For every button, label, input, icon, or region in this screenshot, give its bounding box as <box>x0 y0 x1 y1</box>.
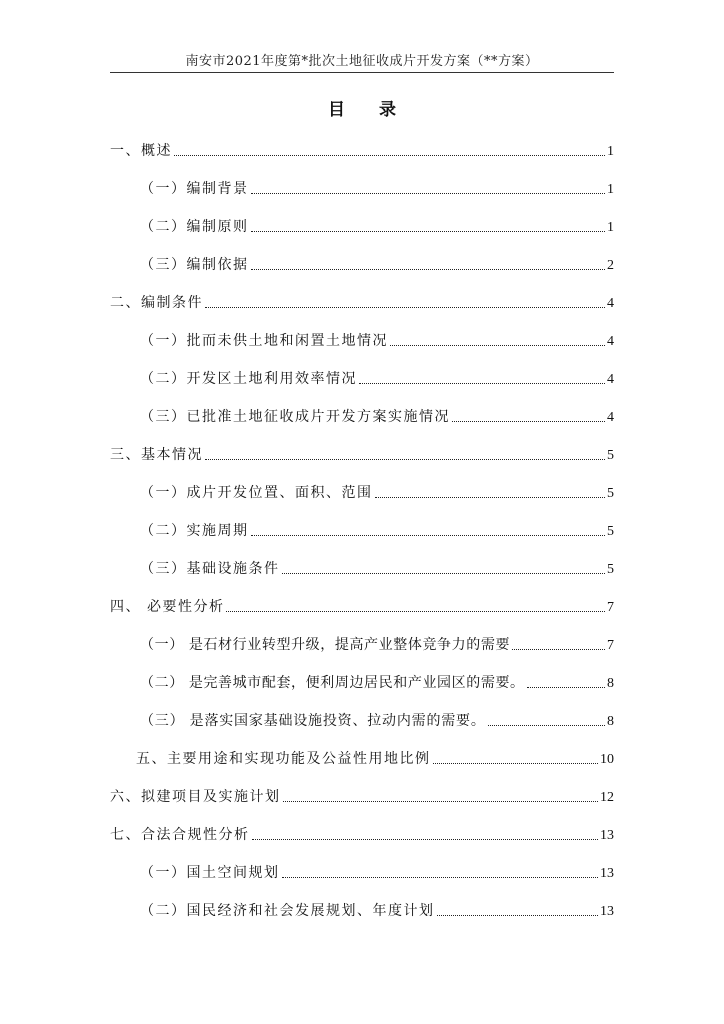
toc-entry-label: 五、主要用途和实现功能及公益性用地比例 <box>136 751 431 767</box>
toc-leader-dots <box>488 725 605 726</box>
toc-entry-label: （三）基础设施条件 <box>140 561 280 577</box>
toc-page-number: 7 <box>607 600 614 615</box>
toc-page-number: 5 <box>607 448 614 463</box>
toc-entry[interactable] <box>140 706 614 730</box>
toc-page-number: 12 <box>600 790 614 805</box>
toc-entry[interactable] <box>110 288 614 312</box>
toc-leader-dots <box>205 459 605 460</box>
toc-page-number: 5 <box>607 486 614 501</box>
toc-entry[interactable] <box>140 516 614 540</box>
toc-page-number: 8 <box>607 676 614 691</box>
toc-entry[interactable] <box>110 440 614 464</box>
toc-leader-dots <box>283 801 599 802</box>
toc-page-number: 10 <box>600 752 614 767</box>
toc-entry[interactable] <box>140 896 614 920</box>
toc-entry-label: （二） 是完善城市配套，便利周边居民和产业园区的需要。 <box>140 675 525 691</box>
toc-entry[interactable] <box>136 744 614 768</box>
toc-leader-dots <box>452 421 605 422</box>
toc-entry-label: 二、编制条件 <box>110 295 203 311</box>
toc-title: 目 录 <box>328 100 410 120</box>
toc-page-number: 13 <box>600 866 614 881</box>
toc-leader-dots <box>251 231 606 232</box>
toc-entry-label: （二）开发区土地利用效率情况 <box>140 371 357 387</box>
toc-leader-dots <box>205 307 605 308</box>
toc-leader-dots <box>251 193 606 194</box>
toc-leader-dots <box>390 345 605 346</box>
toc-page-number: 4 <box>607 296 614 311</box>
toc-entry[interactable] <box>110 782 614 806</box>
toc-page-number: 4 <box>607 372 614 387</box>
toc-entry-label: （三）已批准土地征收成片开发方案实施情况 <box>140 409 450 425</box>
toc-entry-label: （一） 是石材行业转型升级，提高产业整体竞争力的需要 <box>140 637 511 653</box>
toc-entry[interactable] <box>140 630 614 654</box>
toc-leader-dots <box>512 649 605 650</box>
toc-entry[interactable] <box>140 858 614 882</box>
toc-page-number: 1 <box>607 220 614 235</box>
toc-page-number: 13 <box>600 828 614 843</box>
toc-leader-dots <box>174 155 605 156</box>
toc-entry[interactable] <box>110 136 614 160</box>
toc-page-number: 5 <box>607 524 614 539</box>
toc-leader-dots <box>251 269 606 270</box>
toc-page-number: 8 <box>607 714 614 729</box>
toc-entry[interactable] <box>140 668 614 692</box>
toc-entry[interactable] <box>110 592 614 616</box>
toc-entry-label: （一）批而未供土地和闲置土地情况 <box>140 333 388 349</box>
toc-leader-dots <box>375 497 606 498</box>
header-rule <box>110 72 614 73</box>
toc-entry-label: 七、合法合规性分析 <box>110 827 250 843</box>
toc-entry[interactable] <box>110 820 614 844</box>
toc-entry-label: （一）成片开发位置、面积、范围 <box>140 485 373 501</box>
toc-leader-dots <box>282 573 606 574</box>
toc-leader-dots <box>433 763 599 764</box>
toc-entry-label: 三、基本情况 <box>110 447 203 463</box>
toc-entry-label: （三） 是落实国家基础设施投资、拉动内需的需要。 <box>140 713 486 729</box>
toc-entry[interactable] <box>140 174 614 198</box>
toc-leader-dots <box>251 535 606 536</box>
toc-page-number: 1 <box>607 144 614 159</box>
toc-page-number: 7 <box>607 638 614 653</box>
toc-entry[interactable] <box>140 250 614 274</box>
toc-entry-label: （二）编制原则 <box>140 219 249 235</box>
toc-entry-label: 六、拟建项目及实施计划 <box>110 789 281 805</box>
toc-entry-label: （一）国土空间规划 <box>140 865 280 881</box>
toc-entry[interactable] <box>140 326 614 350</box>
toc-leader-dots <box>359 383 605 384</box>
toc-page-number: 1 <box>607 182 614 197</box>
toc-entry[interactable] <box>140 478 614 502</box>
toc-leader-dots <box>252 839 599 840</box>
toc-page-number: 4 <box>607 410 614 425</box>
toc-entry[interactable] <box>140 212 614 236</box>
toc-page-number: 5 <box>607 562 614 577</box>
toc-entry-label: （三）编制依据 <box>140 257 249 273</box>
toc-entry-label: （二）实施周期 <box>140 523 249 539</box>
toc-page-number: 4 <box>607 334 614 349</box>
toc-page-number: 13 <box>600 904 614 919</box>
toc-page-number: 2 <box>607 258 614 273</box>
toc-entry-label: 一、概述 <box>110 143 172 159</box>
toc-leader-dots <box>437 915 599 916</box>
toc-entry-label: （一）编制背景 <box>140 181 249 197</box>
toc-entry[interactable] <box>140 364 614 388</box>
toc-leader-dots <box>527 687 605 688</box>
toc-entry[interactable] <box>140 402 614 426</box>
toc-entry-label: （二）国民经济和社会发展规划、年度计划 <box>140 903 435 919</box>
toc-leader-dots <box>226 611 605 612</box>
toc-leader-dots <box>282 877 599 878</box>
page-header: 南安市2021年度第*批次土地征收成片开发方案（**方案） <box>185 54 539 69</box>
toc-entry-label: 四、 必要性分析 <box>110 599 225 615</box>
toc-entry[interactable] <box>140 554 614 578</box>
